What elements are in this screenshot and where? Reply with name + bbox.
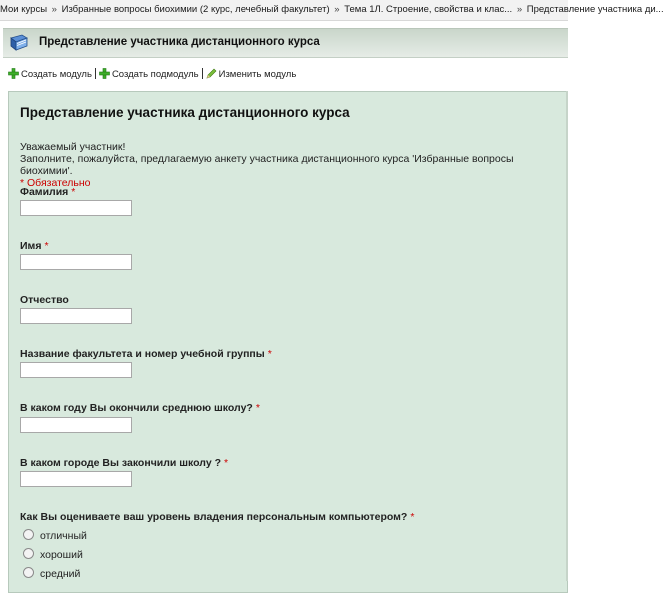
create-submodule-button[interactable]	[99, 68, 199, 82]
faculty-group-input[interactable]	[20, 362, 132, 378]
required-note: * Обязательно	[20, 177, 91, 189]
question-text: Имя	[20, 240, 42, 252]
form-intro	[20, 141, 567, 189]
radio-button[interactable]	[23, 548, 34, 559]
page-edge	[566, 91, 568, 581]
radio-label: отличный	[40, 530, 87, 542]
radio-label: хороший	[40, 549, 83, 561]
form-greeting: Уважаемый участник!	[20, 141, 126, 153]
create-module-label: Создать модуль	[21, 69, 92, 80]
module-title: Представление участника дистанционного курса	[39, 36, 320, 48]
book-icon	[9, 34, 29, 51]
question-label-patronymic	[20, 294, 69, 306]
toolbar-divider	[95, 68, 96, 79]
surname-input[interactable]	[20, 200, 132, 216]
school-city-input[interactable]	[20, 471, 132, 487]
breadcrumb	[0, 0, 664, 21]
name-input[interactable]	[20, 254, 132, 270]
breadcrumb-separator: »	[334, 4, 340, 15]
required-star: *	[410, 511, 415, 523]
required-star: *	[255, 402, 260, 414]
radio-option-excellent[interactable]	[23, 529, 87, 542]
breadcrumb-separator: »	[516, 4, 523, 15]
patronymic-input[interactable]	[20, 308, 132, 324]
create-module-button[interactable]	[8, 68, 92, 82]
create-submodule-label: Создать подмодуль	[111, 69, 199, 80]
question-text: Фамилия	[20, 186, 69, 198]
required-star: *	[267, 348, 272, 360]
module-header	[3, 28, 568, 58]
breadcrumb-course[interactable]: Избранные вопросы биохимии (2 курс, лечебный факультет)	[61, 4, 330, 15]
edit-module-button[interactable]	[206, 68, 297, 82]
question-label-surname	[20, 186, 75, 198]
radio-label: средний	[40, 568, 81, 580]
form-description: Заполните, пожалуйста, предлагаемую анкету участника дистанционного курса 'Избранные вопросы биохимии'.	[20, 153, 514, 177]
radio-button[interactable]	[23, 567, 34, 578]
question-text: Отчество	[20, 294, 69, 306]
breadcrumb-separator: »	[51, 4, 57, 15]
breadcrumb-topic[interactable]: Тема 1Л. Строение, свойства и клас...	[344, 4, 513, 15]
radio-button[interactable]	[23, 529, 34, 540]
question-text: В каком городе Вы закончили школу ?	[20, 457, 222, 469]
breadcrumb-current: Представление участника ди...	[526, 4, 664, 15]
question-text: Название факультета и номер учебной группы	[20, 348, 265, 360]
question-label-pc-skill	[20, 511, 414, 523]
form-title: Представление участника дистанционного курса	[20, 105, 350, 120]
module-toolbar	[8, 68, 296, 82]
question-label-name	[20, 240, 49, 252]
radio-option-average[interactable]	[23, 567, 80, 580]
required-star: *	[224, 457, 229, 469]
question-label-school-year	[20, 402, 260, 414]
toolbar-divider	[202, 68, 203, 79]
question-label-faculty-group	[20, 348, 272, 360]
form-container	[8, 91, 568, 593]
radio-option-good[interactable]	[23, 548, 83, 561]
question-label-school-city	[20, 457, 228, 469]
question-text: В каком году Вы окончили среднюю школу?	[20, 402, 253, 414]
edit-module-label: Изменить модуль	[218, 69, 297, 80]
question-text: Как Вы оцениваете ваш уровень владения персональным компьютером?	[20, 511, 408, 523]
school-year-input[interactable]	[20, 417, 132, 433]
breadcrumb-my-courses[interactable]: Мои курсы	[0, 4, 48, 15]
plus-icon	[8, 68, 19, 79]
required-star: *	[44, 240, 49, 252]
required-star: *	[71, 186, 76, 198]
pencil-icon	[206, 68, 217, 79]
plus-icon	[99, 68, 110, 79]
